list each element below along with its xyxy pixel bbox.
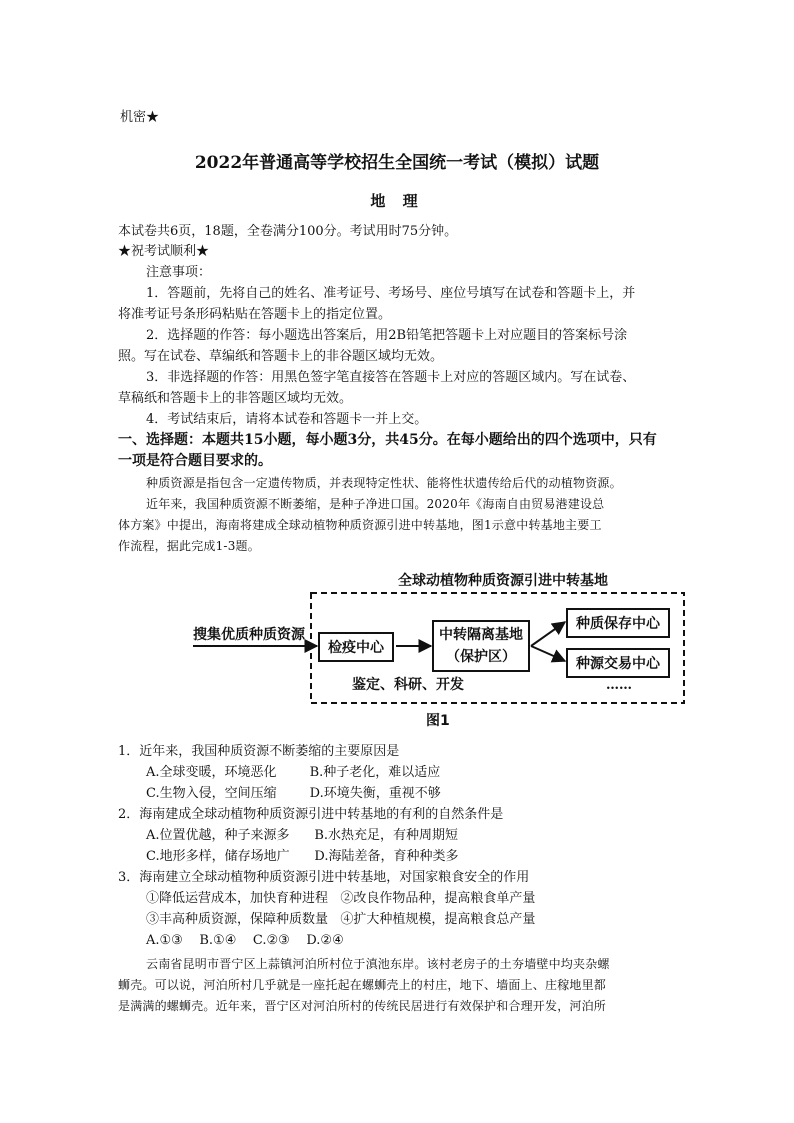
note-1b: 将准考证号条形码粘贴在答题卡上的指定位置。 [118,307,392,322]
exam-title: 2022年普通高等学校招生全国统一考试（模拟）试题 [194,153,600,173]
question-1-stem: 1．近年来，我国种质资源不断萎缩的主要原因是 [118,744,400,759]
passage2-line3: 是满满的螺蛳壳。近年来，晋宁区对河泊所村的传统民居进行有效保护和合理开发，河泊所 [118,999,607,1013]
activities-label: 鉴定、科研、开发 [352,677,464,693]
question-3-options: A.①③ B.①④ C.②③ D.②④ [146,933,344,948]
passage1-line4: 作流程，据此完成1-3题。 [118,539,260,553]
passage2-line2: 蛳壳。可以说，河泊所村几乎就是一座托起在螺蛳壳上的村庄，地下、墙面上、庄稼地里都 [118,978,607,992]
transit-base-sublabel: （保护区） [446,649,516,665]
note-3b: 草稿纸和答题卡上的非答题区域均无效。 [118,391,353,406]
source-label: 搜集优质种质资源 [193,627,305,643]
note-3a: 3．非选择题的作答：用黑色签字笔直接答在答题卡上对应的答题区域内。写在试卷、 [146,370,636,385]
seed-trading-box: 种源交易中心 [566,648,670,678]
figure-base-title: 全球动植物种质资源引进中转基地 [398,573,608,589]
section-heading-2: 一项是符合题目要求的。 [118,453,272,469]
ellipsis-label: …… [606,678,632,693]
figure-caption: 图1 [426,713,450,729]
question-3-statements-34: ③丰高种质资源，保障种质数量 ④扩大种植规模，提高粮食总产量 [146,912,536,927]
arrow-transit-to-trade [531,646,565,661]
note-1a: 1．答题前，先将自己的姓名、准考证号、考场号、座位号填写在试卷和答题卡上，并 [146,286,636,301]
question-2-options-cd: C.地形多样，储存场地广 D.海陆差备，育种种类多 [146,849,459,864]
note-2a: 2．选择题的作答：每小题选出答案后，用2B铅笔把答题卡上对应题目的答案标号涂 [146,328,628,343]
question-3-statements-12: ①降低运营成本，加快育种进程 ②改良作物品种，提高粮食单产量 [146,891,536,906]
transit-base-label: 中转隔离基地 [439,627,523,643]
good-luck: ★祝考试顺利★ [118,244,210,259]
question-1-options-cd: C.生物入侵，空间压缩 D.环境失衡，重视不够 [146,786,441,801]
confidential-mark: 机密★ [120,110,160,125]
question-2-stem: 2．海南建成全球动植物种质资源引进中转基地的有利的自然条件是 [118,807,504,822]
passage1-line2: 近年来，我国种质资源不断萎缩，是种子净进口国。2020年《海南自由贸易港建设总 [146,497,605,511]
passage1-line3: 体方案》中提出，海南将建成全球动植物种质资源引进中转基地，图1示意中转基地主要工 [118,518,602,532]
subject-title: 地 理 [370,192,424,210]
question-2-options-ab: A.位置优越，种子来源多 B.水热充足，有种周期短 [146,828,459,843]
question-3-stem: 3．海南建立全球动植物种质资源引进中转基地，对国家粮食安全的作用 [118,870,530,885]
question-1-options-ab: A.全球变暖，环境恶化 B.种子老化，难以适应 [146,765,441,780]
exam-info: 本试卷共6页，18题，全卷满分100分。考试用时75分钟。 [118,224,458,239]
germplasm-preservation-box: 种质保存中心 [566,608,670,638]
note-4: 4．考试结束后，请将本试卷和答题卡一并上交。 [146,412,428,427]
note-2b: 照。写在试卷、草编纸和答题卡上的非谷题区域均无效。 [118,349,444,364]
section-heading-1: 一、选择题：本题共15小题，每小题3分，共45分。在每小题给出的四个选项中，只有 [118,432,657,448]
arrow-transit-to-preserve [531,622,565,646]
passage2-line1: 云南省昆明市晋宁区上蒜镇河泊所村位于滇池东岸。该村老房子的土夯墙壁中均夹杂螺 [146,957,610,971]
passage1-line1: 种质资源是指包含一定遗传物质，并表现特定性状、能将性状遗传给后代的动植物资源。 [146,476,622,490]
transit-base-box [432,620,530,672]
notes-title: 注意事项： [146,265,212,280]
quarantine-center-box: 检疫中心 [318,632,394,662]
